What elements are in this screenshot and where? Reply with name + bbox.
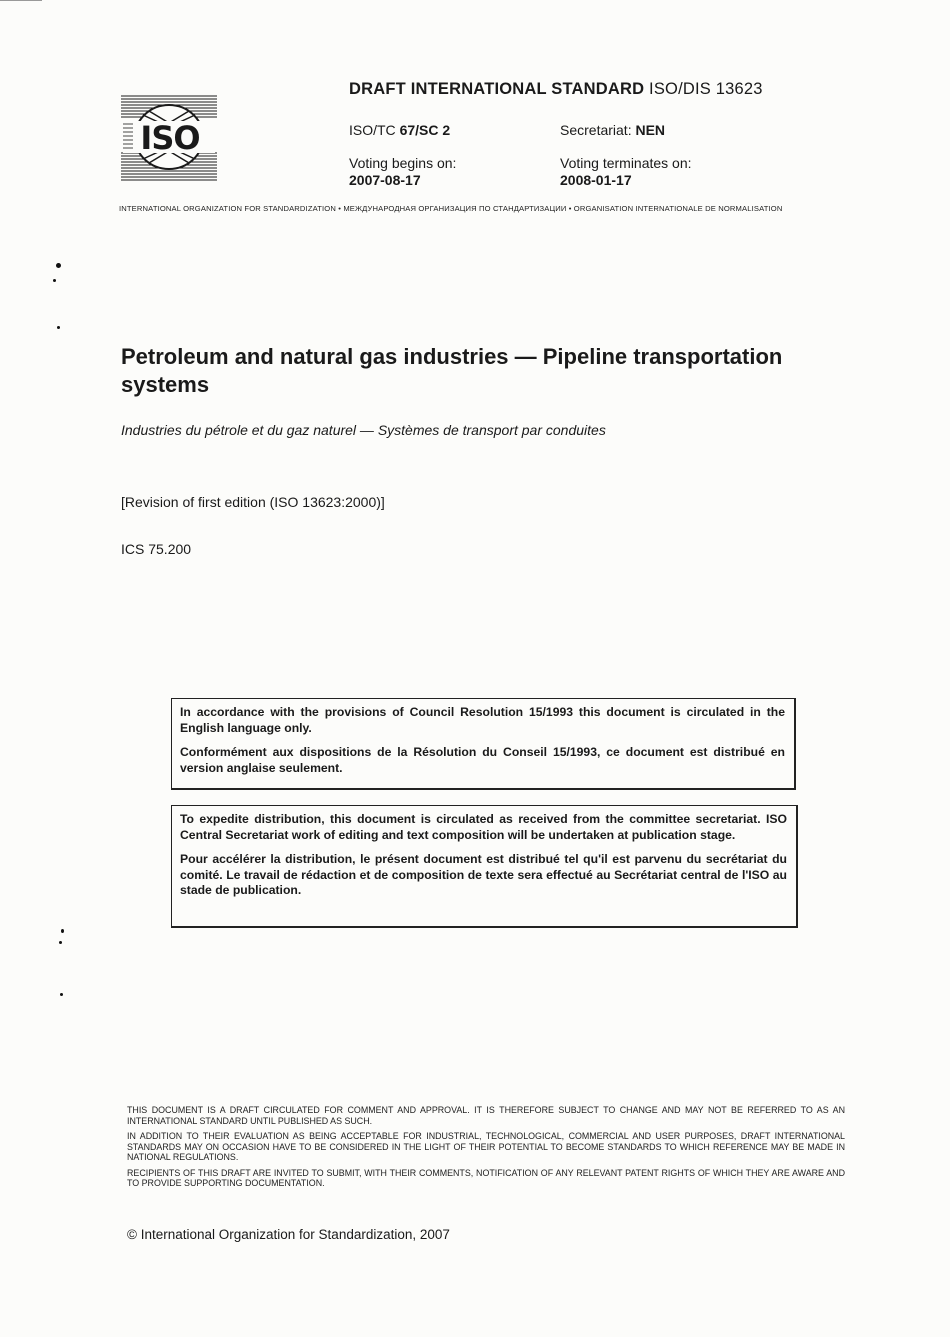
scan-speck	[56, 263, 61, 268]
document-title-french: Industries du pétrole et du gaz naturel — Systèmes de transport par conduites	[121, 422, 606, 438]
svg-text:ISO: ISO	[140, 119, 200, 157]
secretariat-label: Secretariat:	[560, 122, 636, 138]
scan-speck	[60, 993, 63, 996]
scan-speck	[59, 941, 62, 944]
voting-terminates-label: Voting terminates on:	[560, 155, 692, 171]
page-edge-mark	[0, 0, 42, 1]
voting-terminates	[560, 155, 692, 189]
scan-speck	[57, 326, 60, 329]
iso-logo	[121, 93, 217, 183]
language-notice-en: In accordance with the provisions of Council Resolution 15/1993 this document is circulated in the English language only.	[180, 705, 785, 735]
distribution-notice-fr: Pour accélérer la distribution, le présent document est distribué tel qu'il est parvenu du secrétariat du comité. Le travail de rédaction et de composition de texte sera effectué au Secrétariat central de l'ISO au stade de publication.	[180, 852, 787, 897]
draft-standard-label: DRAFT INTERNATIONAL STANDARD	[349, 80, 645, 98]
doc-number: ISO/DIS 13623	[649, 80, 763, 98]
ics-code: ICS 75.200	[121, 541, 192, 557]
copyright-notice: © International Organization for Standardization, 2007	[127, 1227, 450, 1242]
voting-begins-date: 2007-08-17	[349, 172, 421, 188]
scan-speck	[53, 279, 56, 282]
draft-standard-title	[349, 80, 763, 99]
secretariat-value: NEN	[635, 122, 666, 138]
document-title: Petroleum and natural gas industries — Pipeline transportation systems	[121, 344, 783, 397]
voting-begins	[349, 155, 456, 189]
language-notice-fr: Conformément aux dispositions de la Résolution du Conseil 15/1993, ce document est distribué en version anglaise seulement.	[180, 745, 785, 775]
committee-number: 67/SC 2	[399, 122, 451, 138]
disclaimer-paragraph: IN ADDITION TO THEIR EVALUATION AS BEING ACCEPTABLE FOR INDUSTRIAL, TECHNOLOGICAL, COMMERCIAL AND USER PURPOSES, DRAFT INTERNATIONAL STANDARDS MAY ON OCCASION HAVE TO BE CONSIDERED IN THE LIGHT OF THEIR POTENTIAL TO BECOME STANDARDS TO WHICH REFERENCE MAY BE MADE IN NATIONAL REGULATIONS.	[127, 1131, 845, 1162]
committee-prefix: ISO/TC	[349, 122, 400, 138]
secretariat	[560, 122, 665, 139]
language-notice-box	[171, 698, 796, 790]
distribution-notice-box	[171, 805, 798, 928]
committee	[349, 122, 450, 139]
distribution-notice-en: To expedite distribution, this document is circulated as received from the committee secretariat. ISO Central Secretariat work of editing and text composition will be undertaken at publication stage.	[180, 812, 787, 842]
organization-line: INTERNATIONAL ORGANIZATION FOR STANDARDIZATION • МЕЖДУНАРОДНАЯ ОРГАНИЗАЦИЯ ПО СТАНДАРТИЗАЦИИ • ORGANISATION INTERNATIONALE DE NORMALISATION	[119, 204, 783, 213]
revision-note: [Revision of first edition (ISO 13623:2000)]	[121, 494, 385, 510]
disclaimer-paragraph: RECIPIENTS OF THIS DRAFT ARE INVITED TO SUBMIT, WITH THEIR COMMENTS, NOTIFICATION OF ANY RELEVANT PATENT RIGHTS OF WHICH THEY ARE AWARE AND TO PROVIDE SUPPORTING DOCUMENTATION.	[127, 1167, 845, 1188]
draft-disclaimer	[127, 1105, 845, 1194]
scan-speck	[61, 929, 64, 933]
disclaimer-paragraph: THIS DOCUMENT IS A DRAFT CIRCULATED FOR COMMENT AND APPROVAL. IT IS THEREFORE SUBJECT TO CHANGE AND MAY NOT BE REFERRED TO AS AN INTERNATIONAL STANDARD UNTIL PUBLISHED AS SUCH.	[127, 1105, 845, 1126]
voting-terminates-date: 2008-01-17	[560, 172, 632, 188]
voting-begins-label: Voting begins on:	[349, 155, 457, 171]
